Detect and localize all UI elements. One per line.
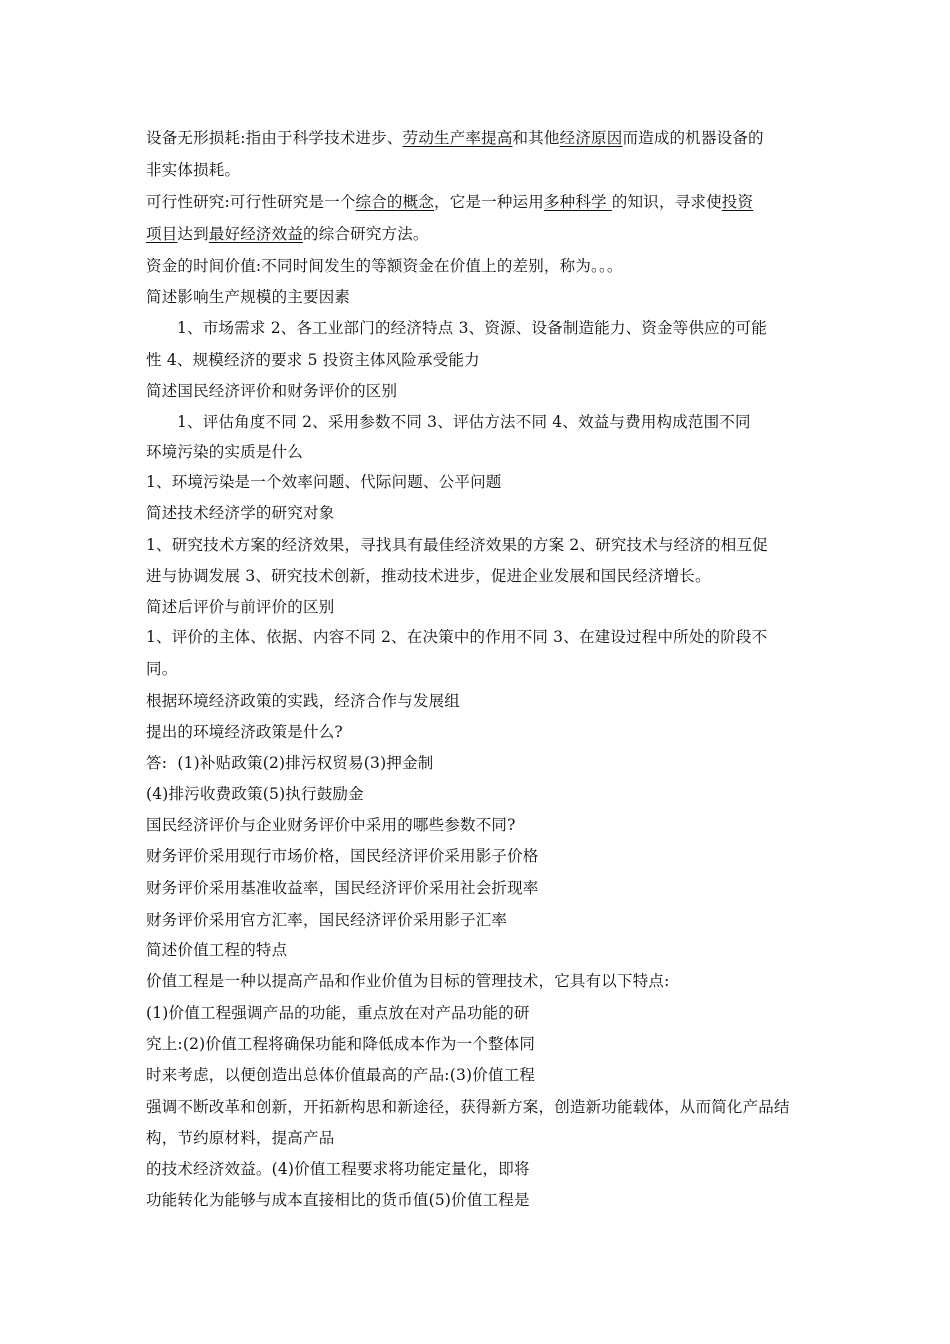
text-line: 究上:(2)价值工程将确保功能和降低成本作为一个整体同 (146, 1035, 536, 1053)
text-line: 性 4、规模经济的要求 5 投资主体风险承受能力 (146, 351, 480, 369)
underlined-term: 投资 (721, 193, 754, 211)
text-span: 的知识，寻求使 (611, 193, 722, 211)
text-line (146, 192, 753, 212)
section-heading: 简述价值工程的特点 (146, 941, 288, 959)
text-span: 和其他 (512, 129, 560, 147)
text-line: 功能转化为能够与成本直接相比的货币值(5)价值工程是 (146, 1191, 530, 1209)
section-heading: 根据环境经济政策的实践，经济合作与发展组 (146, 692, 461, 710)
underlined-term: 经济原因 (559, 129, 623, 147)
text-line: (1)价值工程强调产品的功能，重点放在对产品功能的研 (146, 1004, 530, 1022)
text-line: 答: (1)补贴政策(2)排污权贸易(3)押金制 (146, 754, 434, 772)
text-line: 1、研究技术方案的经济效果，寻找具有最佳经济效果的方案 2、研究技术与经济的相互促 (146, 536, 768, 554)
text-line: 价值工程是一种以提高产品和作业价值为目标的管理技术，它具有以下特点: (146, 972, 670, 990)
text-line: 进与协调发展 3、研究技术创新，推动技术进步，促进企业发展和国民经济增长。 (146, 567, 711, 585)
text-line: 财务评价采用现行市场价格，国民经济评价采用影子价格 (146, 847, 539, 865)
section-heading: 提出的环境经济政策是什么? (146, 723, 343, 741)
text-span: ，它是一种运用 (434, 193, 544, 211)
text-line: 财务评价采用官方汇率，国民经济评价采用影子汇率 (146, 911, 508, 929)
text-line: 财务评价采用基准收益率，国民经济评价采用社会折现率 (146, 879, 539, 897)
text-line: (4)排污收费政策(5)执行鼓励金 (146, 785, 364, 803)
text-line: 强调不断改革和创新，开拓新构思和新途径，获得新方案，创造新功能载体，从而简化产品结 (146, 1098, 790, 1116)
text-line: 1、市场需求 2、各工业部门的经济特点 3、资源、设备制造能力、资金等供应的可能 (177, 319, 767, 337)
section-heading: 国民经济评价与企业财务评价中采用的哪些参数不同? (146, 816, 516, 834)
underlined-term: 最好经济效益 (208, 225, 304, 243)
text-line: 非实体损耗。 (146, 161, 241, 179)
text-line: 时来考虑，以便创造出总体价值最高的产品:(3)价值工程 (146, 1066, 536, 1084)
text-span: 可行性研究:可行性研究是一个 (146, 193, 356, 211)
text-span: 达到 (177, 225, 209, 243)
section-heading: 简述技术经济学的研究对象 (146, 504, 335, 522)
section-heading: 简述影响生产规模的主要因素 (146, 288, 351, 306)
section-heading: 环境污染的实质是什么 (146, 443, 304, 461)
text-span: 的综合研究方法。 (303, 225, 429, 243)
text-line: 的技术经济效益。(4)价值工程要求将功能定量化，即将 (146, 1160, 530, 1178)
text-line (146, 224, 429, 244)
text-span: 设备无形损耗:指由于科学技术进步、 (146, 129, 403, 147)
text-line: 1、评估角度不同 2、采用参数不同 3、评估方法不同 4、效益与费用构成范围不同 (177, 413, 751, 431)
text-line: 1、环境污染是一个效率问题、代际问题、公平问题 (146, 473, 502, 491)
underlined-term: 项目 (146, 225, 178, 243)
section-heading: 简述国民经济评价和财务评价的区别 (146, 382, 398, 400)
text-line: 资金的时间价值:不同时间发生的等额资金在价值上的差别，称为。。。 (146, 257, 623, 275)
text-line: 构，节约原材料，提高产品 (146, 1129, 335, 1147)
section-heading: 简述后评价与前评价的区别 (146, 598, 335, 616)
underlined-term: 综合的概念 (355, 193, 435, 211)
text-line: 同。 (146, 660, 178, 678)
text-line (146, 128, 764, 148)
text-span: 而造成的机器设备的 (622, 129, 764, 147)
underlined-term: 多种科学 (543, 193, 612, 211)
text-line: 1、评价的主体、依据、内容不同 2、在决策中的作用不同 3、在建设过程中所处的阶段不 (146, 628, 768, 646)
underlined-term: 劳动生产率提高 (402, 129, 513, 147)
